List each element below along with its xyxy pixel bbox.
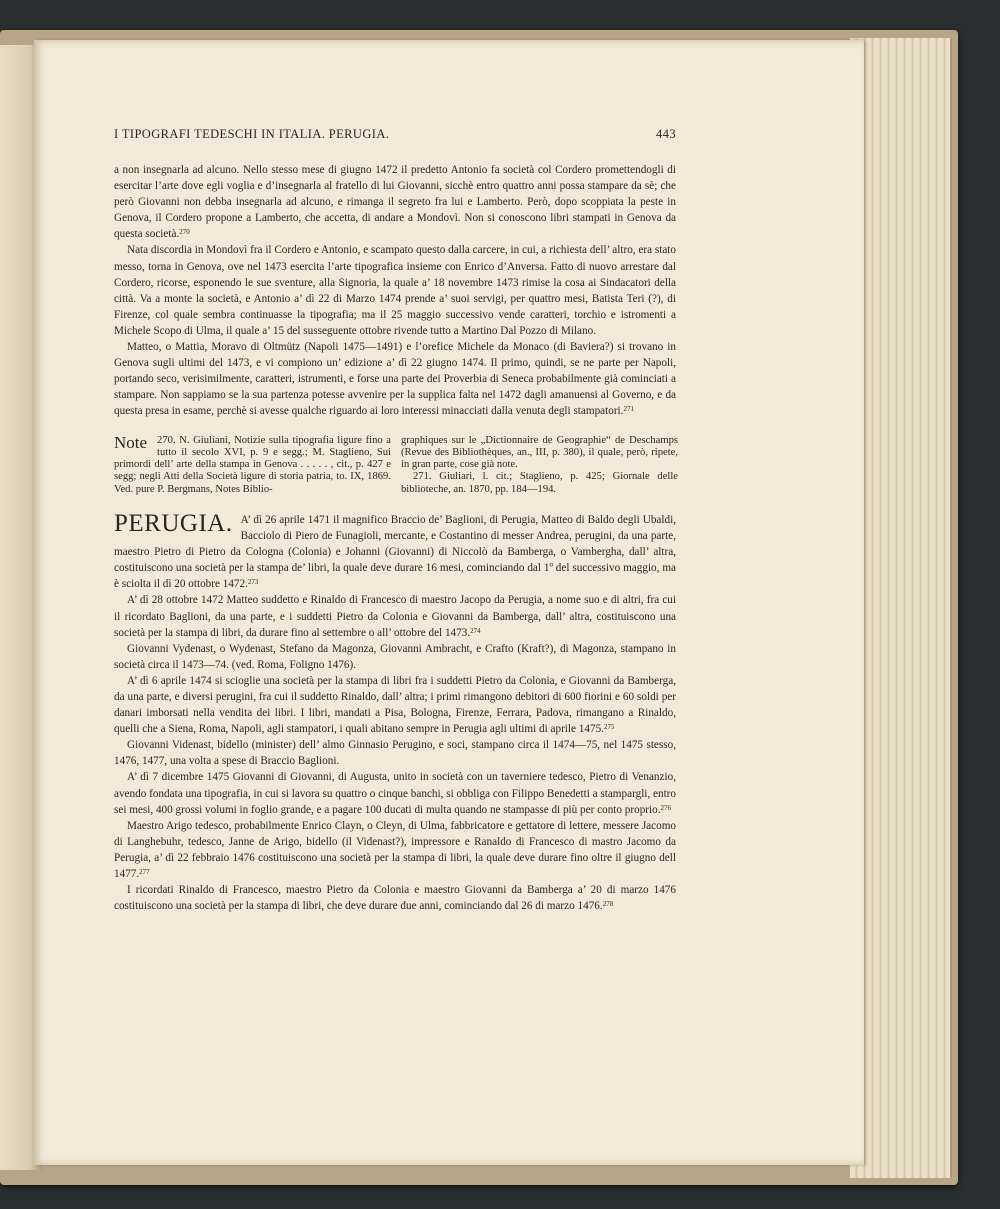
paragraph: A’ dì 26 aprile 1471 il magnifico Braccio de’ Baglioni, di Perugia, Matteo di Baldo degli Ubaldi, Bacciolo di Piero de Funagioli, mercante, e Costantino di messer Andrea, perugini, da una parte, maestro Pietro di Pietro da Cologna (Colonia) e Johanni (Giovanni) di Niccolò da Bamberga, o Vambergha, dall’ altra, costituiscono una società per la stampa de’ libri, la quale deve durare 16 mesi, cominciando dal 1º del successivo maggio, ma è sciolta il dì 20 ottobre 1472.$^{273}$ <box>114 513 676 591</box>
section-perugia <box>114 509 676 914</box>
footnote-270: 270. N. Giuliani, Notizie sulla tipografia ligure fino a tutto il secolo XVI, p. 9 e segg.; M. Staglieno, Sui primordi dell’ arte della stampa in Genova . . . . . , cit., p. 427 e segg; negli Atti della Società ligure di storia patria, to. IX, 1869. Ved. pure P. Bergmans, Notes Biblio- <box>114 434 391 495</box>
section-heading: PERUGIA. <box>114 509 233 537</box>
page-block-edges <box>850 38 952 1178</box>
paragraph: A’ dì 6 aprile 1474 si scioglie una società per la stampa di libri fra i suddetti Pietro da Colonia, e Giovanni da Bamberga, da una parte, e diversi perugini, fra cui il suddetto Rinaldo, dall’ altra; i primi rimangono debitori di 600 fiorini e 60 soldi per danari imborsati nella vendita dei libri. I libri, mandati a Pisa, Bologna, Firenze, Ferrara, Padova, rimangano a Rinaldo, quelli che a Siena, Roma, Napoli, agli stampatori, i quali abitano sempre in Perugia agli ultimi di aprile 1475.$^{275}$ <box>114 674 676 736</box>
footnote-ref: 277 <box>139 868 150 877</box>
paragraph: Giovanni Videnast, bidello (minister) dell’ almo Ginnasio Perugino, e soci, stampano circa il 1474—75, nel 1475 stesso, 1476, 1477, una volta a spese di Braccio Baglioni. <box>114 739 676 768</box>
footnote-271: 271. Giuliari, l. cit.; Staglieno, p. 425; Giornale delle biblioteche, an. 1870, pp. 184—194. <box>401 471 678 495</box>
footnotes-column-1 <box>114 432 391 496</box>
paragraph: a non insegnarla ad alcuno. Nello stesso mese di giugno 1472 il predetto Antonio fa società col Cordero promettendogli di esercitar l’arte dove egli voglia e d’insegnarla al fratello di lui Giovanni, sicchè entro quattro anni possa stampare da sè; che però Giovanni non debba insegnarla ad alcuno, e rimanga il segreto fra lui e Lamberto. Però, dopo scoppiata la peste in Genova, il Cordero propone a Lamberto, che accetta, di andare a Mondovì. Non si conoscono libri stampati in Genova da questa società.$^{270}$ <box>114 164 676 241</box>
footnotes <box>114 432 678 496</box>
footnotes-column-2 <box>401 435 678 496</box>
paragraph: Nata discordia in Mondovì fra il Cordero e Antonio, e scampato questo dalla carcere, in cui, a richiesta dell’ altro, era stato messo, torna in Genova, ove nel 1473 esercita l’arte tipografica insieme con Enrico d’Anversa. Fatto di nuovo arrestare dal Cordero, ricorse, esponendo le sue sventure, alla Signoria, la quale a’ 18 novembre 1473 rimise la cosa ai Sindacatori della città. Va a monte la società, e Antonio a’ dì 22 di Marzo 1474 prende a’ suoi servigi, per quattro mesi, Batista Teri (?), di Firenze, col quale sembra continuasse la tipografia; ma il 25 maggio successivo vende caratteri, torchio e istromenti a Michele Scopo di Ulma, il quale a’ 15 del susseguente ottobre rivende tutto a Martino Dal Pozzo di Milano. <box>114 244 676 337</box>
footnote-ref: 270 <box>179 228 190 237</box>
page-number: 443 <box>656 127 676 141</box>
footnote-ref: 273 <box>247 578 259 587</box>
footnote-270-continued: graphiques sur le „Dictionnaire de Geographie“ de Deschamps (Revue des Bibliothèques, an., III, p. 380), il quale, però, ripete, in gran parte, cose già note. <box>401 434 678 471</box>
footnote-ref: 271 <box>623 405 634 414</box>
paragraph: Matteo, o Mattia, Moravo di Oltmütz (Napoli 1475—1491) e l’orefice Michele da Monaco (di Baviera?) si trovano in Genova sugli ultimi del 1473, e vi compiono un’ edizione a’ dì 22 giugno 1474. Il primo, quindi, se ne parte per Napoli, portando seco, verisimilmente, caratteri, istrumenti, e forse una parte dei Proverbia di Seneca probabilmente già cominciati a stampare. Non sappiamo se la sua partenza potesse avvenire per la supplica falta nel 1472 dagli amanuensi al Governo, e da questa presa in esame, perchè si avesse qualche riguardo ai loro interessi minacciati dalla venuta degli stampatori.$^{271}$ <box>114 341 676 418</box>
page-content <box>114 127 676 914</box>
running-head <box>114 127 676 142</box>
footnote-ref: 278 <box>602 900 614 909</box>
footnote-ref: 275 <box>603 723 615 732</box>
running-title: I TIPOGRAFI TEDESCHI IN ITALIA. PERUGIA. <box>114 127 390 141</box>
paragraph: A’ dì 7 dicembre 1475 Giovanni di Giovanni, di Augusta, unito in società con un taverniere tedesco, Pietro di Venanzio, avendo fondata una tipografia, in cui si lavora su quattro o cinque banchi, si obbliga con Filippo Benedetti a stampargli, entro sei mesi, 400 grossi volumi in foglio grande, e a pagare 100 ducati di multa quando ne stampasse di più per conto proprio.$^{276}$ <box>114 771 676 816</box>
notes-label: Note <box>114 432 148 452</box>
paragraph: Maestro Arigo tedesco, probabilmente Enrico Clayn, o Cleyn, di Ulma, fabbricatore e gettatore di lettere, messere Jacomo di Langhebuhr, tedesco, Janne de Arigo, bidello (il Videnast?), impressore e Ranaldo di Francesco di mastro Jacomo da Perugia, a’ dì 22 febbraio 1476 costituiscono una società per la stampa di libri, la quale deve durare fino oltre il giugno dell 1477.$^{277}$ <box>114 819 676 881</box>
footnote-ref: 276 <box>660 803 672 812</box>
footnote-ref: 274 <box>470 626 481 635</box>
paragraph: I ricordati Rinaldo di Francesco, maestro Pietro da Colonia e maestro Giovanni da Bamberga a’ 20 di marzo 1476 costituiscono una società per la stampa di libri, che deve durare due anni, cominciando dal 26 di marzo 1476.$^{278}$ <box>114 884 676 913</box>
paragraph: Giovanni Vydenast, o Wydenast, Stefano da Magonza, Giovanni Ambracht, e Crafto (Kraft?), di Magonza, stampano in società circa il 1473—74. (ved. Roma, Foligno 1476). <box>114 642 676 671</box>
paragraph: A’ dì 28 ottobre 1472 Matteo suddetto e Rinaldo di Francesco di maestro Jacopo da Perugia, a nome suo e di altri, fra cui il ricordato Baglioni, da una parte, e i suddetti Pietro da Colonia e Giovanni da Bamberga, dall’ altra, costituiscono una società per la stampa di libri, da durare fino al settembre o all’ ottobre del 1473.$^{274}$ <box>114 594 676 639</box>
